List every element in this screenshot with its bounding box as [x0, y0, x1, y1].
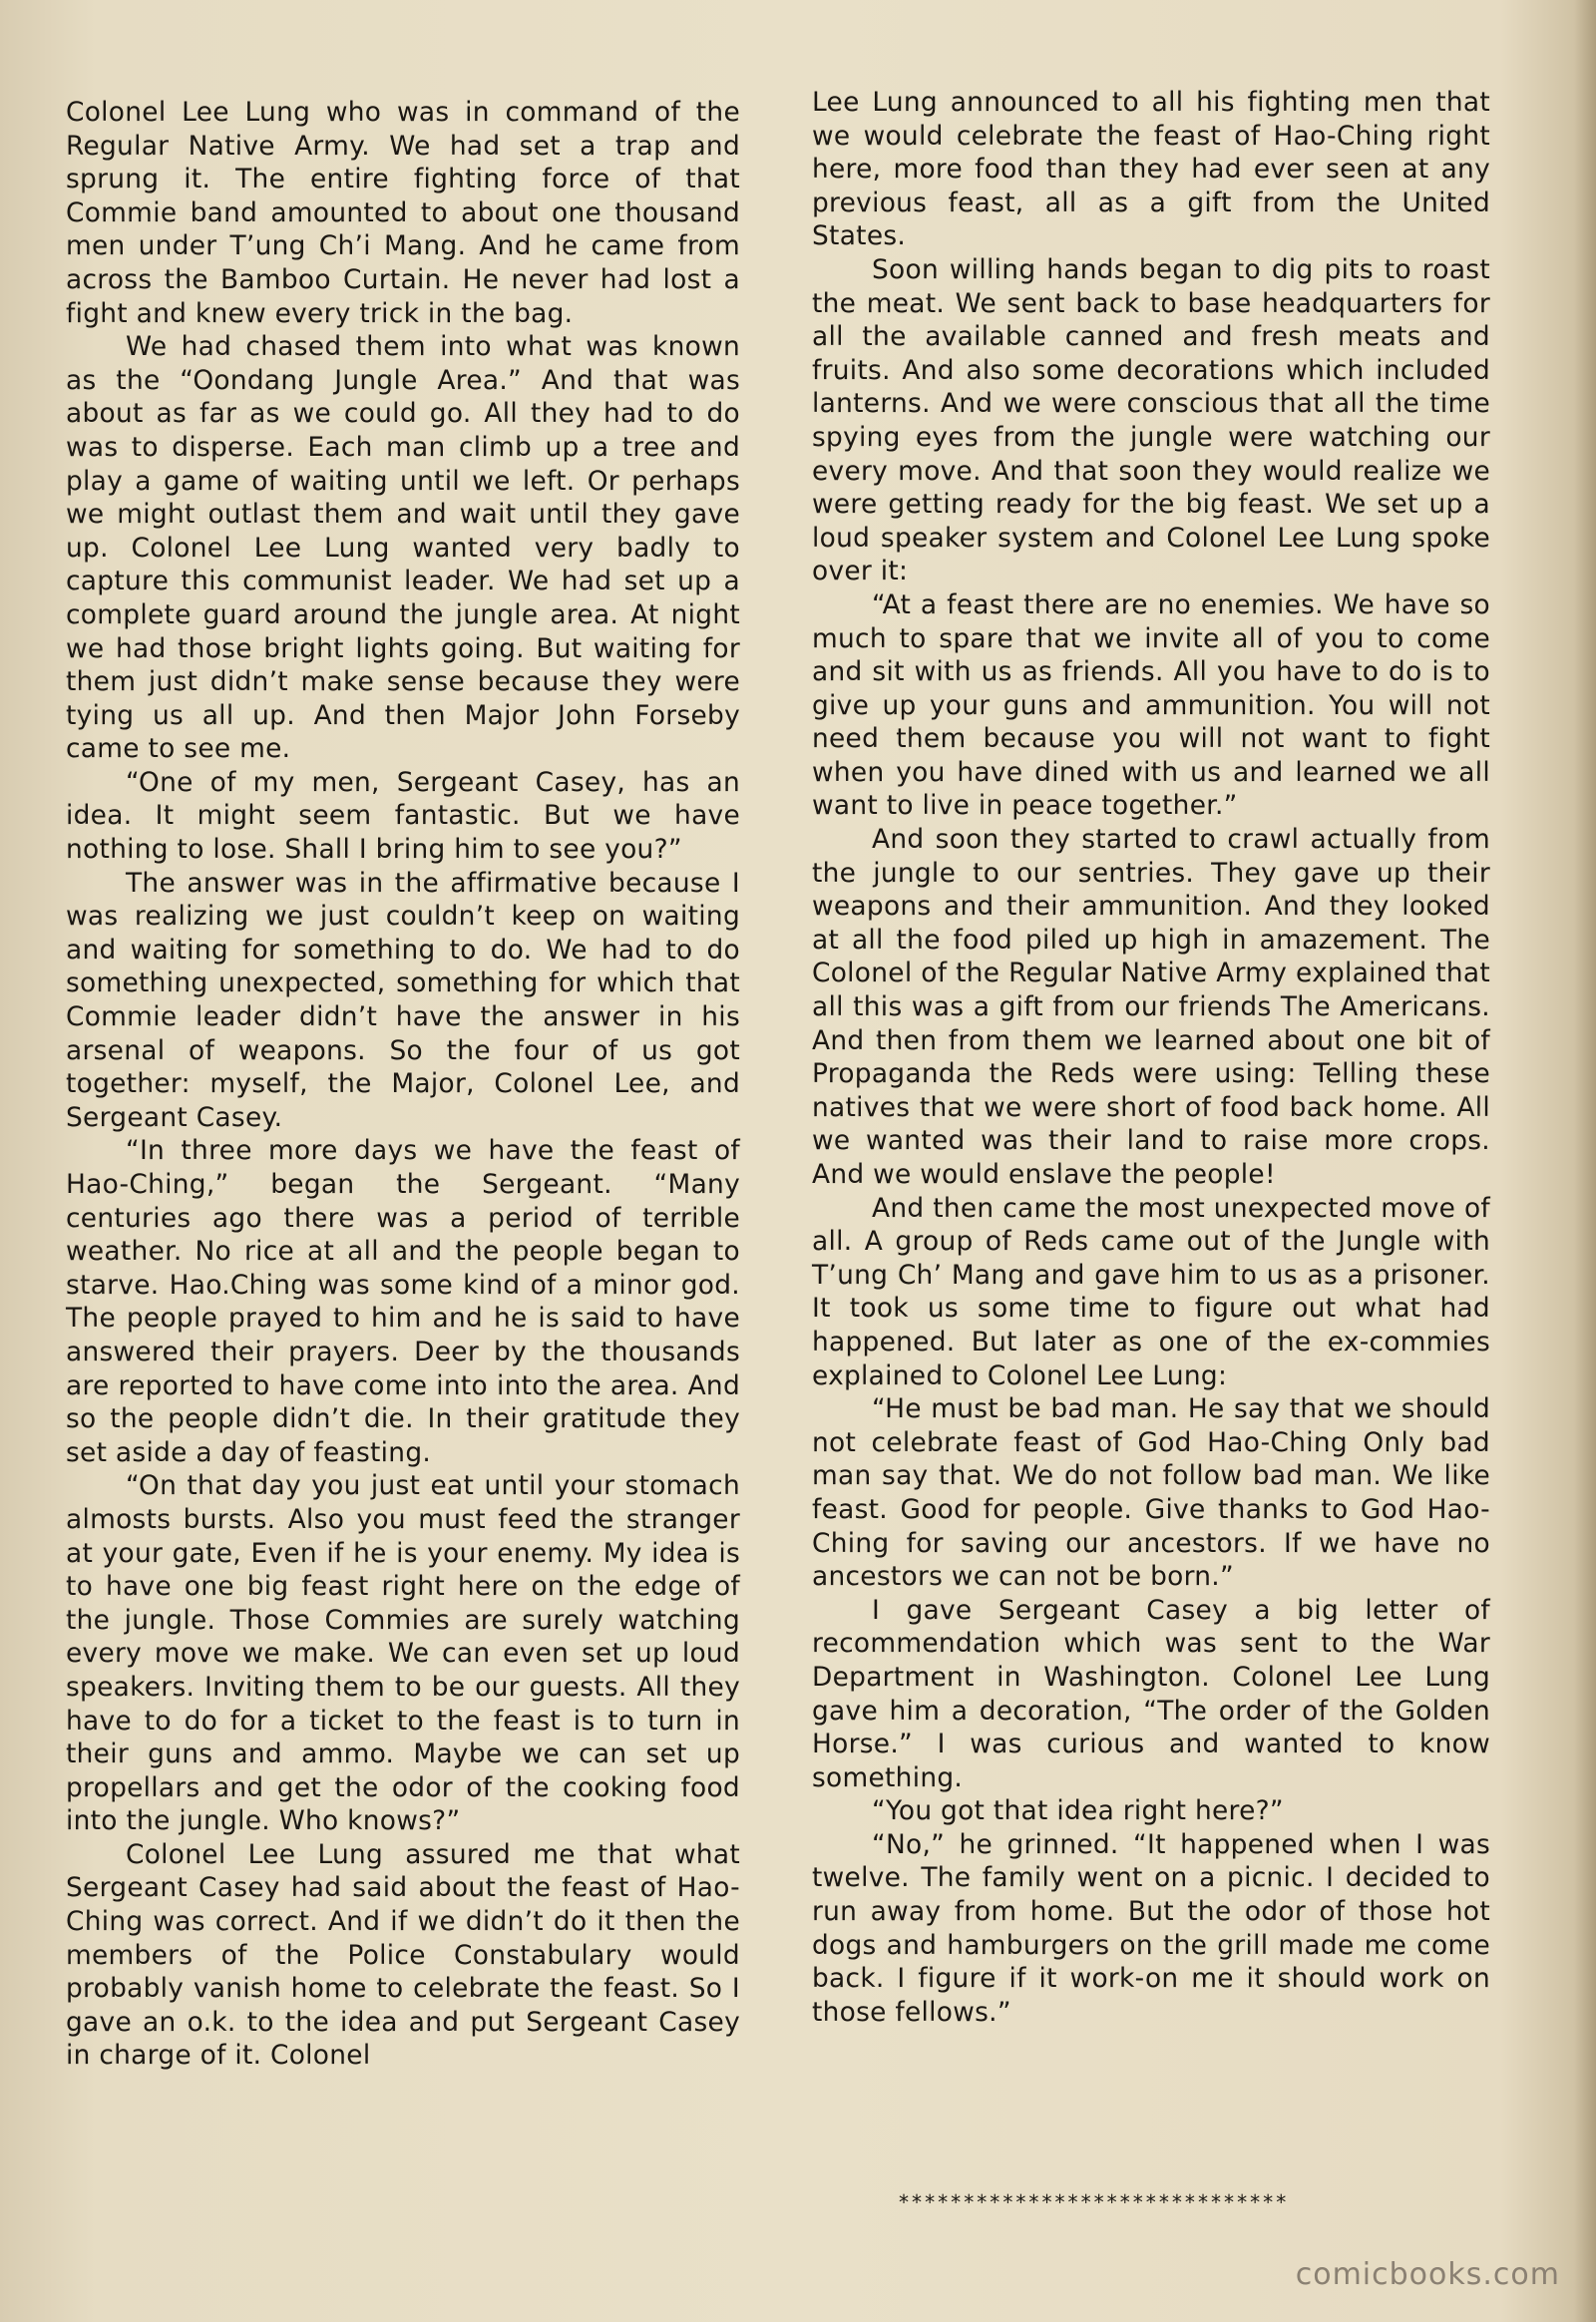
- paragraph: Colonel Lee Lung who was in command of the Regular Native Army. We had set a trap and sprung it. The entire fighting force of that Commie band amounted to about one thousand men under T’ung Ch’i Mang. And he came from across the Bamboo Curtain. He never had lost a fight and knew every trick in the bag.: [66, 97, 740, 329]
- paragraph: “You got that idea right here?”: [872, 1795, 1284, 1827]
- paragraph: “At a feast there are no enemies. We have so much to spare that we invite all of you to come and sit with us as friends. All you have to do is to give up your guns and ammunition. You will not need them because you will not want to fight when you have dined with us and learned we all want to live in peace together.”: [812, 588, 1490, 822]
- paragraph: I gave Sergeant Casey a big letter of recommendation which was sent to the War Department in Washington. Colonel Lee Lung gave him a decoration, “The order of the Golden Horse.” I was curious and wanted to know something.: [812, 1594, 1490, 1793]
- paragraph: Lee Lung announced to all his fighting men that we would celebrate the feast of Hao-Ching right here, more food than they had ever seen at any previous feast, all as a gift from the United States.: [812, 87, 1490, 252]
- paragraph: The answer was in the affirmative because I was realizing we just couldn’t keep on waiting and waiting for something to do. We had to do something unexpected, something for which that Commie leader didn’t have the answer in his arsenal of weapons. So the four of us got together: myself, the Major, Colonel Lee, and Sergeant Casey.: [66, 867, 740, 1133]
- paragraph: Colonel Lee Lung assured me that what Sergeant Casey had said about the feast of Hao-Ching was correct. And if we didn’t do it then the members of the Police Constabulary would probably vanish home to celebrate the feast. So I gave an o.k. to the idea and put Sergeant Casey in charge of it. Colonel: [66, 1838, 740, 2072]
- end-of-story-stars: ******************************: [898, 2190, 1289, 2214]
- right-text-column: [812, 86, 1490, 2029]
- paragraph: “On that day you just eat until your stomach almosts bursts. Also you must feed the stranger at your gate, Even if he is your enemy. My idea is to have one big feast right here on the edge of the jungle. Those Commies are surely watching every move we make. We can even set up loud speakers. Inviting them to be our guests. All they have to do for a ticket to the feast is to turn in their guns and ammo. Maybe we can set up propellars and get the odor of the cooking food into the jungle. Who knows?”: [66, 1470, 740, 1837]
- paragraph: We had chased them into what was known as the “Oondang Jungle Area.” And that was about as far as we could go. All they had to do was to disperse. Each man climb up a tree and play a game of waiting until we left. Or perhaps we might outlast them and wait until they gave up. Colonel Lee Lung wanted very badly to capture this communist leader. We had set up a complete guard around the jungle area. At night we had those bright lights going. But waiting for them just didn’t make sense because they were tying us all up. And then Major John Forseby came to see me.: [66, 331, 740, 765]
- watermark: comicbooks.com: [1295, 2257, 1560, 2292]
- paragraph: Soon willing hands began to dig pits to roast the meat. We sent back to base headquarters for all the available canned and fresh meats and fruits. And also some decorations which included lanterns. And we were conscious that all the time spying eyes from the jungle were watching our every move. And that soon they would realize we were getting ready for the big feast. We set up a loud speaker system and Colonel Lee Lung spoke over it:: [812, 253, 1490, 587]
- paragraph: “One of my men, Sergeant Casey, has an idea. It might seem fantastic. But we have nothing to lose. Shall I bring him to see you?”: [66, 766, 740, 866]
- left-text-column: [66, 96, 740, 2073]
- paragraph: And then came the most unexpected move of all. A group of Reds came out of the Jungle with T’ung Ch’ Mang and gave him to us as a prisoner. It took us some time to figure out what had happened. But later as one of the ex-commies explained to Colonel Lee Lung:: [812, 1192, 1490, 1391]
- paragraph: And soon they started to crawl actually from the jungle to our sentries. They gave up their weapons and their ammunition. And they looked at all the food piled up high in amazement. The Colonel of the Regular Native Army explained that all this was a gift from our friends The Americans. And then from them we learned about one bit of Propaganda the Reds were using: Telling these natives that we were short of food back home. All we wanted was their land to raise more crops. And we would enslave the people!: [812, 824, 1490, 1190]
- page-edge-shadow: [1574, 0, 1596, 2322]
- paragraph: “No,” he grinned. “It happened when I was twelve. The family went on a picnic. I decided to run away from home. But the odor of those hot dogs and hamburgers on the grill made me come back. I figure if it work-on me it should work on those fellows.”: [812, 1828, 1490, 2028]
- paragraph: “He must be bad man. He say that we should not celebrate feast of God Hao-Ching Only bad man say that. We do not follow bad man. We like feast. Good for people. Give thanks to God Hao-Ching for saving our ancestors. If we have no ancestors we can not be born.”: [812, 1393, 1490, 1593]
- paragraph: “In three more days we have the feast of Hao-Ching,” began the Sergeant. “Many centuries ago there was a period of terrible weather. No rice at all and the people began to starve. Hao.Ching was some kind of a minor god. The people prayed to him and he is said to have answered their prayers. Deer by the thousands are reported to have come into into the area. And so the people didn’t die. In their gratitude they set aside a day of feasting.: [66, 1135, 740, 1468]
